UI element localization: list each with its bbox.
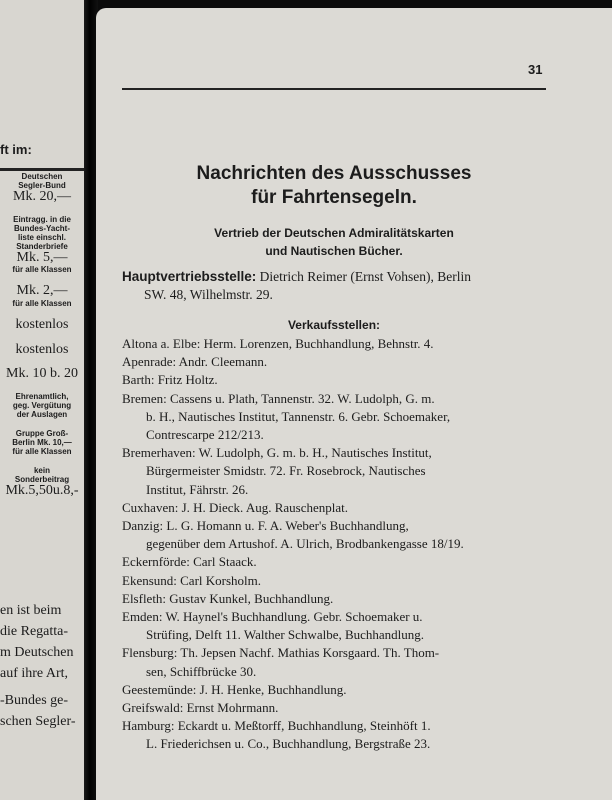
left-page-entry [0, 429, 84, 456]
left-page [0, 0, 84, 800]
sales-location-entry [122, 717, 550, 753]
sales-location-entry [122, 390, 550, 445]
left-page-entry-small: Segler-Bund [18, 181, 66, 190]
left-page-entry-small: Gruppe Groß- [15, 429, 69, 439]
sales-location-cont: Strüfing, Delft 11. Walther Schwalbe, Buchhandlung. [146, 627, 425, 643]
sales-location-line: Flensburg: Th. Jepsen Nachf. Mathias Korsgaard. Th. Thom- [122, 645, 440, 661]
left-page-text-line: en ist beim [0, 603, 62, 618]
left-page-entry [0, 367, 84, 382]
page-number: 31 [528, 62, 543, 77]
sales-location-line: Cuxhaven: J. H. Dieck. Aug. Rauschenplat. [122, 499, 349, 515]
left-page-entry [0, 392, 84, 419]
sales-location-line: Bremerhaven: W. Ludolph, G. m. b. H., Nautisches Institut, [122, 445, 432, 461]
page-title [122, 162, 546, 210]
left-page-gap [0, 456, 84, 466]
title-line-2: für Fahrtensegeln. [251, 187, 417, 208]
left-page-gap [0, 499, 84, 509]
sales-location-entry [122, 590, 550, 608]
left-page-entry-amount: Mk. 2,— [16, 283, 68, 299]
left-page-heading: ft im: [0, 142, 32, 157]
left-page-entry [0, 343, 84, 358]
sales-location-line: Emden: W. Haynel's Buchhandlung. Gebr. Schoemaker u. [122, 609, 423, 625]
left-page-rule [0, 168, 84, 171]
left-page-entry-small: Ehrenamtlich, [15, 392, 69, 402]
left-page-entry-amount: Mk. 20,— [13, 189, 71, 204]
main-office-label: Hauptvertriebsstelle: [122, 269, 257, 284]
sales-location-entry [122, 335, 550, 353]
left-page-entry-small: Eintragg. in die [13, 214, 71, 224]
sales-location-entry [122, 353, 550, 371]
sales-locations [122, 335, 550, 754]
left-page-entry-amount: Mk. 5,— [16, 249, 68, 265]
left-page-entry-small: Bundes-Yacht- [13, 223, 70, 233]
sales-location-entry [122, 681, 550, 699]
left-page-gap [0, 205, 84, 215]
sales-location-line: Ekensund: Carl Korsholm. [122, 572, 262, 588]
left-page-entry-small: für alle Klassen [12, 447, 72, 457]
left-page-gap [0, 419, 84, 429]
left-page-entry-small: Sonderbeitrag [14, 475, 70, 485]
sales-location-line: Eckernförde: Carl Staack. [122, 554, 257, 570]
sales-location-line: Barth: Fritz Holtz. [122, 372, 218, 388]
page-subtitle [122, 224, 546, 260]
header-rule [122, 88, 546, 90]
left-page-entry-amount: Mk.5,50u.8,- [5, 483, 79, 499]
left-page-entry [0, 215, 84, 275]
left-page-entry-small: für alle Klassen [12, 299, 72, 309]
sales-location-line: Altona a. Elbe: Herm. Lorenzen, Buchhandlung, Behnstr. 4. [122, 336, 434, 351]
left-page-entry-amount: kostenlos [15, 317, 69, 333]
sales-location-entry [122, 699, 550, 717]
main-office-cont: SW. 48, Wilhelmstr. 29. [144, 287, 273, 302]
left-page-text-1 [0, 600, 84, 684]
left-page-entry-small: für alle Klassen [12, 265, 72, 275]
left-page-entry [0, 318, 84, 333]
left-page-entry [0, 466, 84, 499]
left-page-entry-small: der Auslagen [16, 410, 68, 420]
sales-location-cont: b. H., Nautisches Institut, Tannenstr. 6. Gebr. Schoemaker, [146, 408, 451, 424]
sales-location-line: Danzig: L. G. Homann u. F. A. Weber's Buchhandlung, [122, 518, 409, 534]
left-page-gap [0, 382, 84, 392]
left-page-entry-small: geg. Vergütung [12, 401, 72, 411]
left-page-entry [0, 172, 84, 205]
sales-location-line: Hamburg: Eckardt u. Meßtorff, Buchhandlung, Steinhöft 1. [122, 718, 431, 734]
left-page-entry-small: liste einschl. [17, 232, 67, 242]
left-page-entry-amount: kostenlos [15, 341, 69, 357]
sales-location-cont: Contrescarpe 212/213. [146, 427, 264, 443]
left-page-text-line: die Regatta- [0, 624, 69, 639]
subtitle-line-2: und Nautischen Bücher. [265, 244, 403, 258]
left-page-text-line: schen Segler- [0, 714, 76, 729]
sales-location-entry [122, 517, 550, 553]
left-page-entry-small: Deutschen [21, 172, 63, 181]
left-page-entries [0, 172, 84, 509]
sales-location-entry [122, 444, 550, 499]
left-page-text-line: -Bundes ge- [0, 693, 69, 708]
main-office [122, 268, 550, 304]
sales-location-entry [122, 608, 550, 644]
right-page [96, 8, 612, 800]
left-page-entry-small: Standerbriefe [16, 241, 68, 251]
title-line-1: Nachrichten des Ausschusses [196, 163, 472, 184]
left-page-text-2 [0, 690, 84, 732]
sales-location-cont: gegenüber dem Artushof. A. Ulrich, Brodbankengasse 18/19. [146, 536, 464, 552]
sales-location-entry [122, 572, 550, 590]
sales-location-cont: sen, Schiffbrücke 30. [146, 663, 257, 679]
sales-location-line: Bremen: Cassens u. Plath, Tannenstr. 32. W. Ludolph, G. m. [122, 390, 435, 406]
subtitle-line-1: Vertrieb der Deutschen Admiralitätskarten [214, 226, 454, 240]
left-page-entry-amount: Mk. 10 b. 20 [6, 366, 78, 382]
left-page-entry-small: kein [33, 466, 50, 476]
sales-heading: Verkaufsstellen: [287, 318, 381, 332]
sales-location-line: Apenrade: Andr. Cleemann. [122, 354, 268, 370]
sales-location-entry [122, 644, 550, 680]
sales-location-cont: L. Friederichsen u. Co., Buchhandlung, Bergstraße 23. [146, 736, 431, 752]
main-office-text: Dietrich Reimer (Ernst Vohsen), Berlin [259, 269, 472, 284]
sales-location-entry [122, 553, 550, 571]
sales-location-cont: Institut, Fährstr. 26. [146, 481, 249, 497]
sales-location-entry [122, 499, 550, 517]
sales-location-entry [122, 371, 550, 389]
sales-location-line: Greifswald: Ernst Mohrmann. [122, 700, 279, 716]
sales-location-line: Elsfleth: Gustav Kunkel, Buchhandlung. [122, 590, 334, 606]
sales-location-line: Geestemünde: J. H. Henke, Buchhandlung. [122, 681, 347, 697]
left-page-entry-small: Berlin Mk. 10,— [12, 438, 72, 448]
left-page-entry [0, 284, 84, 308]
left-page-text-line: auf ihre Art, [0, 666, 69, 681]
left-page-text-line: m Deutschen [0, 645, 74, 660]
sales-location-cont: Bürgermeister Smidstr. 72. Fr. Rosebrock, Nautisches [146, 463, 426, 479]
